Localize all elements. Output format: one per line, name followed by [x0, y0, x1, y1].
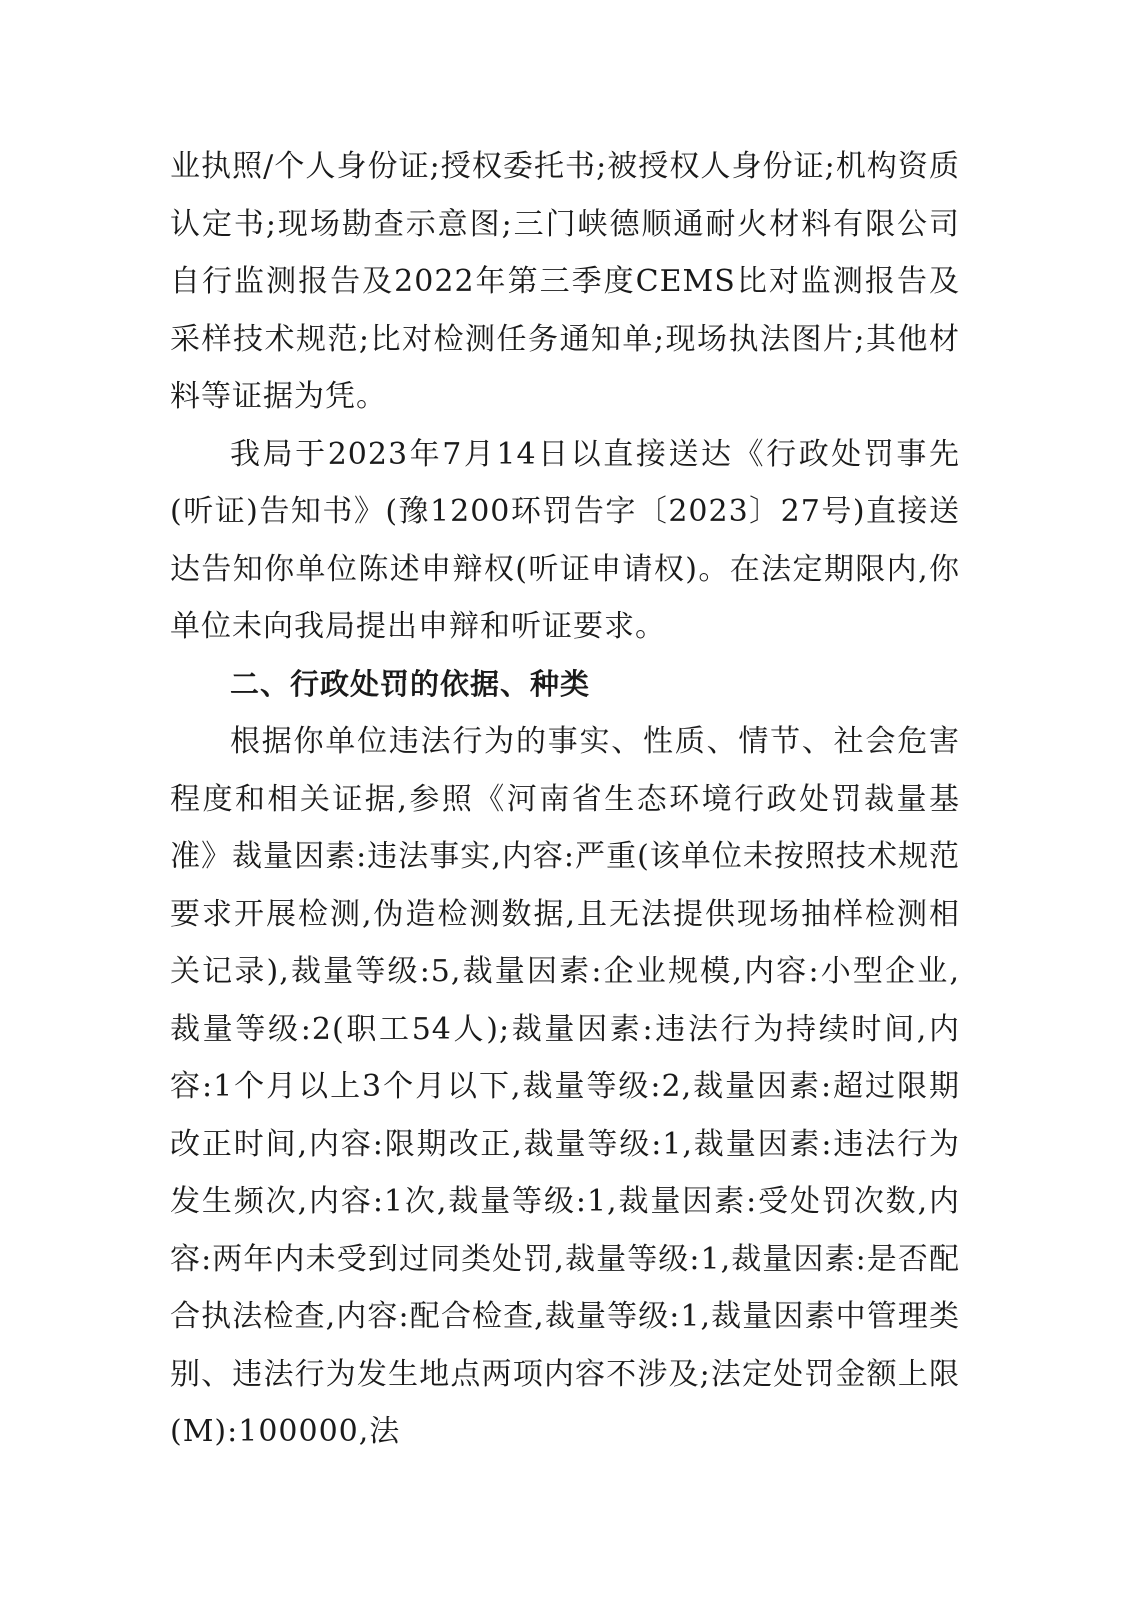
document-body	[170, 138, 960, 1461]
penalty-basis-paragraph: 根据你单位违法行为的事实、性质、情节、社会危害程度和相关证据,参照《河南省生态环境行政处罚裁量基准》裁量因素:违法事实,内容:严重(该单位未按照技术规范要求开展检测,伪造检测数据,且无法提供现场抽样检测相关记录),裁量等级:5,裁量因素:企业规模,内容:小型企业,裁量等级:2(职工54人);裁量因素:违法行为持续时间,内容:1个月以上3个月以下,裁量等级:2,裁量因素:超过限期改正时间,内容:限期改正,裁量等级:1,裁量因素:违法行为发生频次,内容:1次,裁量等级:1,裁量因素:受处罚次数,内容:两年内未受到过同类处罚,裁量等级:1,裁量因素:是否配合执法检查,内容:配合检查,裁量等级:1,裁量因素中管理类别、违法行为发生地点两项内容不涉及;法定处罚金额上限(M):100000,法	[170, 724, 960, 1449]
notice-delivery-paragraph: 我局于2023年7月14日以直接送达《行政处罚事先(听证)告知书》(豫1200环罚告字〔2023〕27号)直接送达告知你单位陈述申辩权(听证申请权)。在法定期限内,你单位未向我局提出申辩和听证要求。	[170, 436, 960, 644]
evidence-list-paragraph: 业执照/个人身份证;授权委托书;被授权人身份证;机构资质认定书;现场勘查示意图;三门峡德顺通耐火材料有限公司自行监测报告及2022年第三季度CEMS比对监测报告及采样技术规范;比对检测任务通知单;现场执法图片;其他材料等证据为凭。	[170, 149, 960, 414]
section-heading: 二、行政处罚的依据、种类	[230, 666, 591, 701]
